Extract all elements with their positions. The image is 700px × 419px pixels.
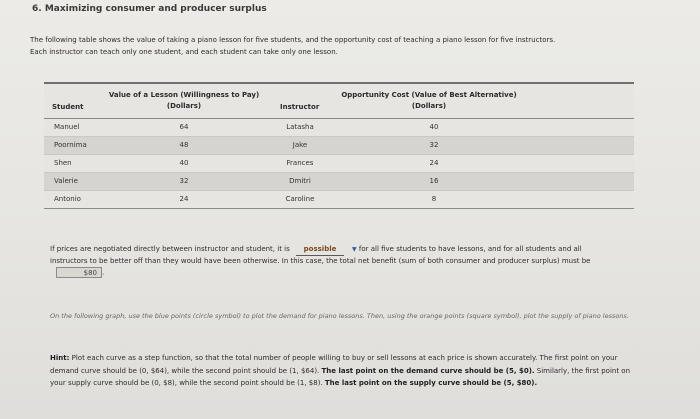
table-body [44, 119, 634, 209]
question-text-end: . [102, 268, 105, 277]
intro-line-2: Each instructor can teach only one student, and each student can take only one lesson. [30, 48, 338, 56]
header-value-line1: Value of a Lesson (Willingness to Pay) [108, 91, 260, 99]
surplus-question [50, 244, 620, 279]
table-row [44, 137, 634, 155]
student-name: Valerie [54, 177, 78, 185]
hint-text-2: Similarly, the first point on your supply curve should be (0, $8), while the second point should be (1, $8). [50, 366, 631, 387]
graph-instructions: On the following graph, use the blue points (circle symbol) to plot the demand for piano lessons. Then, using the orange points (square symbol), plot the supply of piano lessons. [50, 312, 629, 320]
instructor-opp-cost: 32 [429, 141, 439, 149]
hint-bold-2: The last point on the supply curve should be (5, $80). [324, 379, 538, 387]
student-name: Poornima [54, 141, 87, 149]
student-value: 64 [179, 123, 189, 131]
question-text-middle: for all five students to have lessons, and for all students and all instructors to be better off than they would have been otherwise. In this case, the total net benefit (sum of both consumer and producer surplus) must be [50, 245, 591, 265]
intro-text [30, 34, 670, 58]
instructor-opp-cost: 8 [431, 195, 437, 203]
question-text-start: If prices are negotiated directly between instructor and student, it is [50, 245, 290, 253]
table-row [44, 191, 634, 209]
table-top-rule [44, 82, 634, 84]
student-value: 40 [179, 159, 189, 167]
student-value: 32 [179, 177, 189, 185]
instructor-opp-cost: 16 [429, 177, 439, 185]
hint-block [50, 352, 640, 390]
student-name: Antonio [54, 195, 81, 203]
instructor-name: Dmitri [289, 177, 311, 185]
instructor-name: Jake [292, 141, 308, 149]
data-table [44, 82, 634, 204]
table-row [44, 173, 634, 191]
instructor-name: Latasha [286, 123, 314, 131]
hint-text-1: Plot each curve as a step function, so that the total number of people willing to buy or sell lessons at each price is shown accurately. The first point on your demand curve should be (0, $64), while the second point should be (1, $64). [50, 354, 618, 375]
hint-bold-1: The last point on the demand curve should be (5, $0). [321, 366, 535, 375]
table-row [44, 119, 634, 137]
instructor-opp-cost: 40 [429, 123, 439, 131]
instructor-name: Frances [286, 159, 314, 167]
instructor-opp-cost: 24 [429, 159, 439, 167]
student-value: 24 [179, 195, 189, 203]
question-title: 6. Maximizing consumer and producer surplus [32, 4, 267, 14]
total-surplus-input[interactable]: $80 [56, 267, 102, 278]
header-opportunity-cost [334, 90, 524, 112]
student-value: 48 [179, 141, 189, 149]
instructor-name: Caroline [285, 195, 315, 203]
intro-line-1: The following table shows the value of taking a piano lesson for five students, and the opportunity cost of teaching a piano lesson for five instructors. [30, 36, 556, 44]
student-name: Shen [54, 159, 72, 167]
header-student: Student [52, 103, 84, 111]
chevron-down-icon[interactable]: ▼ [352, 246, 357, 253]
hint-label: Hint: [50, 354, 70, 362]
table-row [44, 155, 634, 173]
dropdown-value: possible [303, 245, 337, 253]
header-opp-line1: Opportunity Cost (Value of Best Alternative) [341, 91, 517, 99]
header-opp-line2: (Dollars) [411, 102, 447, 110]
student-name: Manuel [54, 123, 80, 131]
header-instructor: Instructor [280, 103, 320, 111]
header-value-line2: (Dollars) [166, 102, 202, 110]
possibility-dropdown[interactable] [296, 244, 344, 256]
header-value [104, 90, 264, 112]
